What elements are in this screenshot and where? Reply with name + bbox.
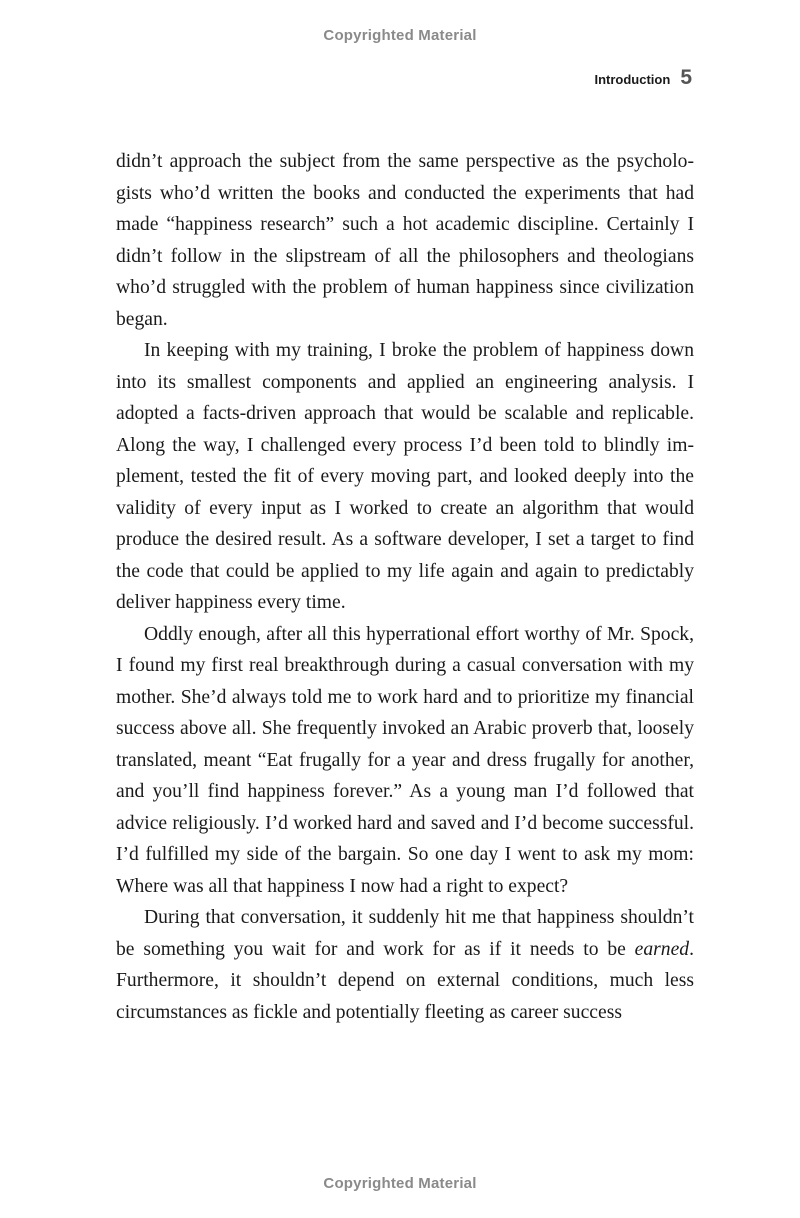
copyright-watermark-bottom: Copyrighted Material bbox=[323, 1175, 477, 1192]
paragraph-4-italic-word: earned bbox=[634, 938, 690, 960]
paragraph-2: In keeping with my training, I broke the problem of happiness down into its smallest components and applied an engineering analysis. I adopted a facts-driven approach that would be scalable and replicable. Along the way, I challenged every process I’d been told to blindly implement, tested the fit of every moving part, and looked deeply into the validity of every input as I worked to create an algorithm that would produce the desired result. As a software developer, I set a target to find the code that could be applied to my life again and again to predictably deliver happiness every time. bbox=[116, 340, 694, 613]
page-number: 5 bbox=[680, 66, 692, 89]
section-title: Introduction bbox=[594, 72, 671, 87]
paragraph-4-text-before: During that conversation, it suddenly hit me that happiness shouldn’t be something you wait for and work for as if it needs to be bbox=[116, 907, 694, 960]
body-text bbox=[116, 146, 694, 1028]
running-header bbox=[594, 66, 692, 90]
paragraph-4 bbox=[116, 902, 694, 1028]
copyright-watermark-top: Copyrighted Material bbox=[323, 27, 477, 44]
paragraph-4-text-after: . Furthermore, it shouldn’t depend on external conditions, much less circumstances as fickle and potentially fleeting as career success bbox=[116, 938, 694, 1023]
paragraph-3: Oddly enough, after all this hyperrational effort worthy of Mr. Spock, I found my first real breakthrough during a casual conversation with my mother. She’d always told me to work hard and to prioritize my financial success above all. She frequently invoked an Arabic proverb that, loosely translated, meant “Eat frugally for a year and dress frugally for another, and you’ll find happiness forever.” As a young man I’d followed that advice religiously. I’d worked hard and saved and I’d become successful. I’d fulfilled my side of the bargain. So one day I went to ask my mom: Where was all that happiness I now had a right to expect? bbox=[116, 623, 694, 897]
paragraph-1: didn’t approach the subject from the same perspective as the psychologists who’d written the books and conducted the experiments that had made “happiness research” such a hot academic discipline. Certainly I didn’t follow in the slipstream of all the philosophers and theologians who’d struggled with the problem of human happiness since civilization began. bbox=[116, 151, 694, 330]
